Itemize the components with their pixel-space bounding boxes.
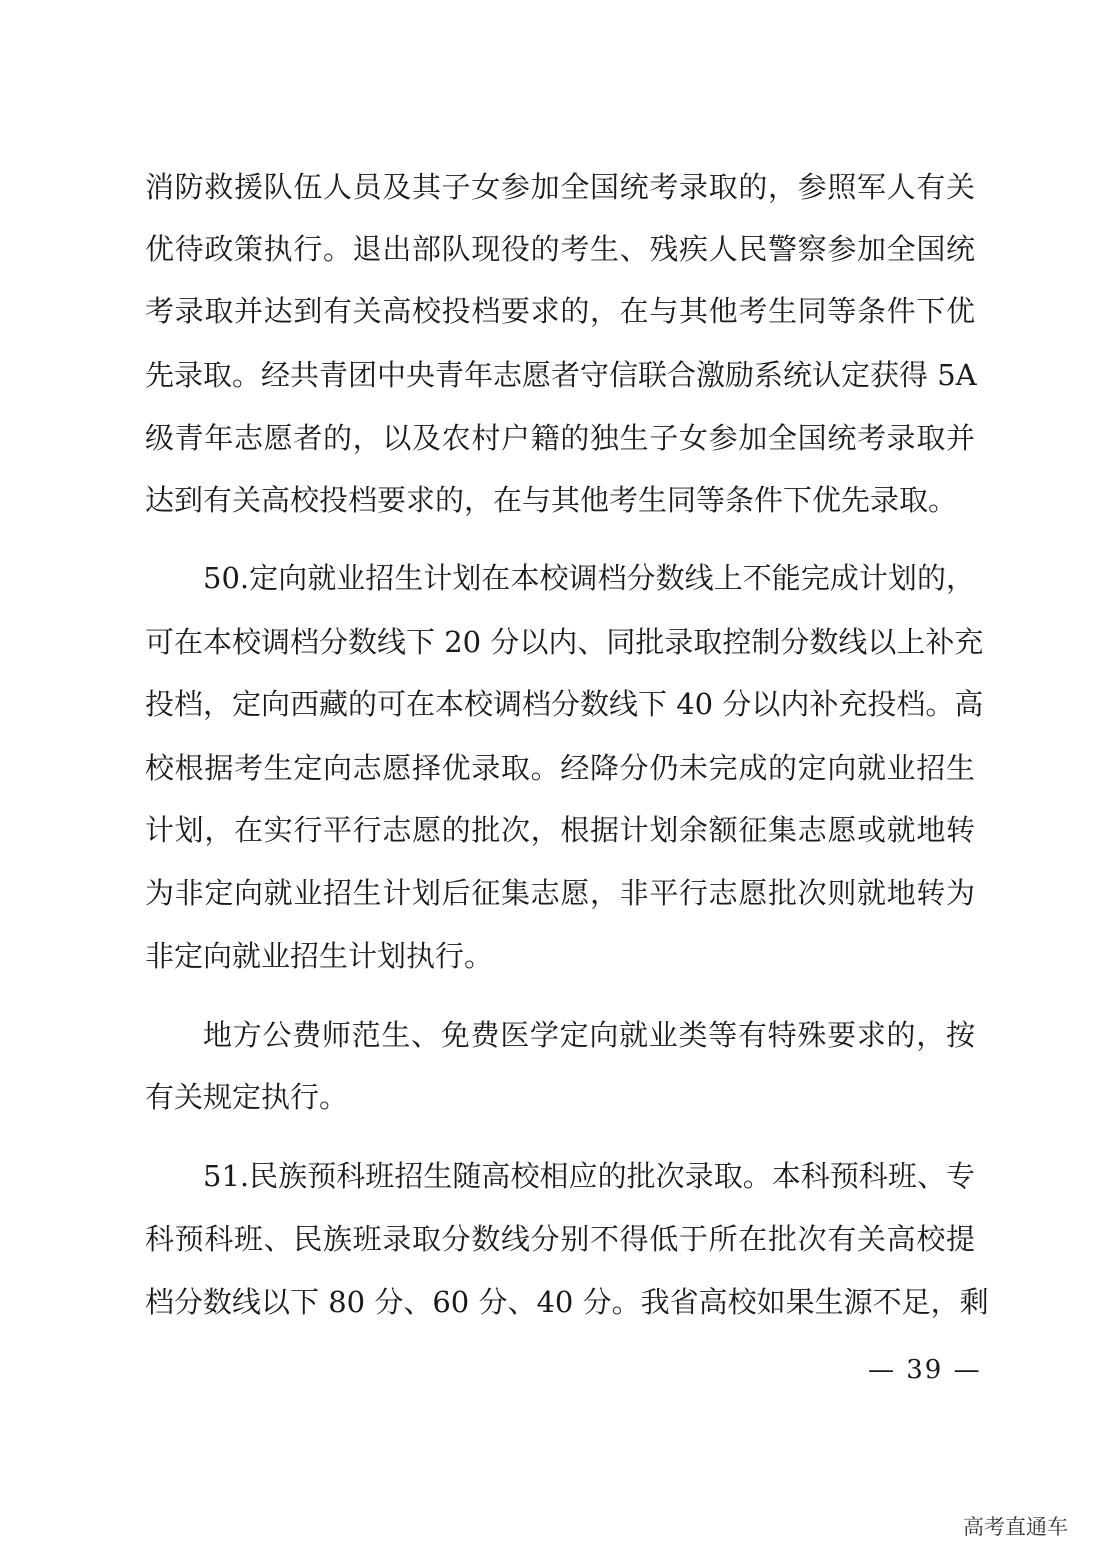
text-line: 投档，定向西藏的可在本校调档分数线下 40 分以内补充投档。高: [145, 687, 984, 721]
text-line: 先录取。经共青团中央青年志愿者守信联合激励系统认定获得 5A: [145, 358, 977, 392]
text-line: 档分数线以下 80 分、60 分、40 分。我省高校如果生源不足，剩: [145, 1285, 989, 1319]
watermark: 高考直通车: [963, 1515, 1068, 1539]
text-line: 达到有关高校投档要求的，在与其他考生同等条件下优先录取。: [145, 483, 958, 517]
text-line: 非定向就业招生计划执行。: [145, 939, 494, 973]
text-line: 为非定向就业招生计划后征集志愿，非平行志愿批次则就地转为: [145, 876, 975, 910]
text-line: 校根据考生定向志愿择优录取。经降分仍未完成的定向就业招生: [145, 751, 975, 785]
text-line: 消防救援队伍人员及其子女参加全国统考录取的，参照军人有关: [145, 170, 975, 204]
paragraph-normal-first-line: 地方公费师范生、免费医学定向就业类等有特殊要求的，按: [203, 1018, 975, 1052]
text-line: 计划，在实行平行志愿的批次，根据计划余额征集志愿或就地转: [145, 813, 975, 847]
text-line: 级青年志愿者的，以及农村户籍的独生子女参加全国统考录取并: [145, 421, 975, 455]
text-line: 考录取并达到有关高校投档要求的，在与其他考生同等条件下优: [145, 294, 975, 328]
paragraph-51-first-line: 51.民族预科班招生随高校相应的批次录取。本科预科班、专: [203, 1159, 975, 1193]
page-number: — 39 —: [868, 1355, 982, 1385]
paragraph-50-first-line: 50.定向就业招生计划在本校调档分数线上不能完成计划的，: [203, 561, 975, 595]
text-line: 有关规定执行。: [145, 1080, 349, 1114]
text-line: 可在本校调档分数线下 20 分以内、同批录取控制分数线以上补充: [145, 625, 984, 659]
text-line: 优待政策执行。退出部队现役的考生、残疾人民警察参加全国统: [145, 232, 975, 266]
text-line: 科预科班、民族班录取分数线分别不得低于所在批次有关高校提: [145, 1222, 975, 1256]
